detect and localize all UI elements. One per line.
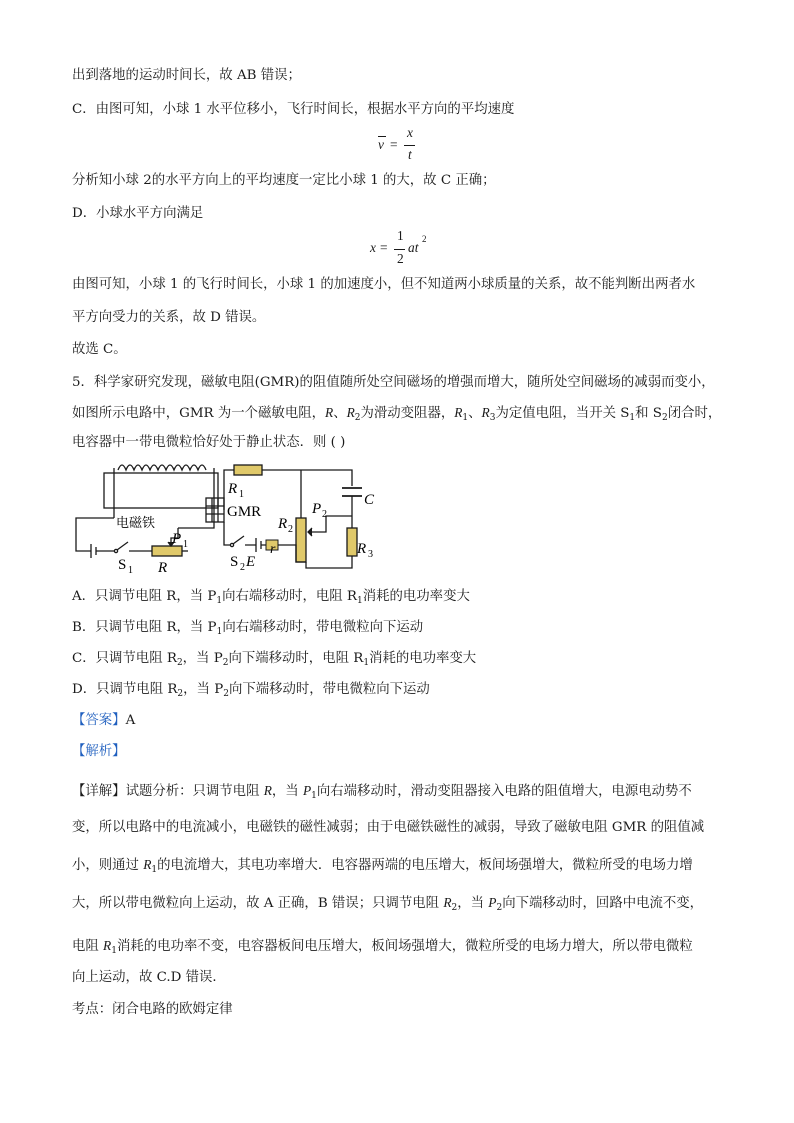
formula-x: x <box>370 240 376 255</box>
label-r3-sub: 3 <box>368 549 373 560</box>
wire-right <box>178 518 214 528</box>
text: 、 <box>333 406 347 421</box>
text: B．只调节电阻 R，当 P <box>72 620 217 635</box>
text: 向下端移动时，带电微粒向下运动 <box>228 682 430 697</box>
text: 、 <box>468 406 482 421</box>
text: 向下端移动时，回路中电流不变， <box>502 896 704 911</box>
detail-line <box>72 855 732 880</box>
detail-line <box>72 893 732 918</box>
text: 为定值电阻，当开关 S <box>495 406 630 421</box>
label-p1: P <box>172 531 182 547</box>
text: C．只调节电阻 R <box>72 651 177 666</box>
var: P <box>302 783 312 798</box>
text: 向右端移动时，带电微粒向下运动 <box>222 620 424 635</box>
text: 大，所以带电微粒向上运动，故 A 正确，B 错误；只调节电阻 <box>72 896 444 911</box>
label-c: C <box>364 492 375 508</box>
text: 向右端移动时，电阻 R <box>222 589 357 604</box>
formula-den: t <box>408 147 412 162</box>
text: D．只调节电阻 R <box>72 682 178 697</box>
slider-p2-arrow <box>308 528 312 536</box>
detail-line: 考点：闭合电路的欧姆定律 <box>72 1002 233 1017</box>
sub: 2 <box>354 413 361 423</box>
sub: 2 <box>223 689 229 699</box>
detail-line: 向上运动，故 C.D 错误． <box>72 970 226 985</box>
answer-line <box>72 711 732 731</box>
circuit-diagram <box>66 458 386 580</box>
coil-top <box>118 465 206 470</box>
label-s1: S <box>118 557 127 573</box>
label-r-internal: r <box>270 542 276 557</box>
question-5-line <box>72 403 732 428</box>
text: 为滑动变阻器， <box>360 406 455 421</box>
sub: 2 <box>451 903 458 913</box>
text: 向下端移动时，电阻 R <box>228 651 364 666</box>
slider-p2 <box>311 516 352 532</box>
var-R3: R <box>481 405 490 420</box>
text: 闭合时， <box>667 406 722 421</box>
sub: 1 <box>216 627 223 637</box>
text: ，当 P <box>182 651 223 666</box>
formula-num: 1 <box>397 228 404 243</box>
text-line: 由图可知，小球 1 的飞行时间长，小球 1 的加速度小，但不知道两小球质量的关系，故不能判断出两者水 <box>72 277 696 292</box>
text-line: 分析知小球 2的水平方向上的平均速度一定比小球 1 的大，故 C 正确； <box>72 173 496 188</box>
option-d <box>72 680 732 704</box>
sub: 2 <box>222 658 229 668</box>
label-r1-sub: 1 <box>239 489 244 500</box>
text: 的电流增大，其电功率增大．电容器两端的电压增大，板间场强增大，微粒所受的电场力增 <box>157 858 693 873</box>
overbar <box>378 136 386 137</box>
sub: 2 <box>496 903 503 913</box>
sub: 1 <box>357 596 363 606</box>
text-line: 出到落地的运动时间长，故 AB 错误； <box>72 68 301 83</box>
gmr-block <box>206 498 224 522</box>
formula-eq: = <box>390 137 398 152</box>
label-p1-sub: 1 <box>183 539 188 550</box>
coil-sides <box>114 468 214 518</box>
formula-at: at <box>408 240 419 255</box>
label-p2: P <box>312 501 322 517</box>
sub: 1 <box>311 791 317 801</box>
var-R1: R <box>454 405 463 420</box>
detail-line <box>72 936 732 961</box>
option-b <box>72 618 732 642</box>
formula-displacement <box>370 228 450 272</box>
wire-left <box>76 518 114 551</box>
sub: 1 <box>629 413 636 423</box>
formula-v: v <box>378 137 384 152</box>
label-e: E <box>246 554 256 570</box>
label-gmr: GMR <box>227 504 262 520</box>
sub: 2 <box>177 689 184 699</box>
label-p2-sub: 2 <box>322 509 327 520</box>
text: 向右端移动时，滑动变阻器接入电路的阻值增大，电源电动势不 <box>316 784 692 799</box>
sub: 3 <box>489 413 496 423</box>
question-5-line: 5．科学家研究发现，磁敏电阻(GMR)的阻值随所处空间磁场的增强而增大，随所处空间磁场的减弱而变小， <box>72 375 715 390</box>
electromagnet-core <box>104 473 218 508</box>
label-s1-sub: 1 <box>128 565 133 576</box>
var: R <box>443 895 452 910</box>
sub: 1 <box>111 946 117 956</box>
sub: 1 <box>216 596 223 606</box>
switch-s1-blade <box>117 542 128 550</box>
label-r1: R <box>228 481 238 497</box>
label-r: R <box>158 560 168 576</box>
text-line: D．小球水平方向满足 <box>72 206 204 221</box>
text: 消耗的电功率变大 <box>362 589 470 604</box>
resistor-r3 <box>347 528 357 556</box>
text: A．只调节电阻 R，当 P <box>72 589 217 604</box>
wire <box>306 556 352 568</box>
text: ，当 <box>457 896 489 911</box>
text-line: 故选 C。 <box>72 342 127 357</box>
label-r2: R <box>278 516 288 532</box>
answer-value: A <box>125 713 136 728</box>
var: R <box>263 783 272 798</box>
formula-den: 2 <box>397 251 404 266</box>
var-R: R <box>325 405 334 420</box>
text: 电阻 <box>72 939 104 954</box>
text-line: 平方向受力的关系，故 D 错误。 <box>72 310 266 325</box>
detail-line: 变，所以电路中的电流减小，电磁铁的磁性减弱；由于电磁铁磁性的减弱，导致了磁敏电阻 GMR 的阻值减 <box>72 820 705 835</box>
formula-average-velocity <box>378 126 428 166</box>
label-s2: S <box>230 554 239 570</box>
text: 试题分析：只调节电阻 <box>125 784 264 799</box>
detail-line <box>72 781 732 806</box>
rheostat-r2 <box>296 518 306 562</box>
sub: 2 <box>661 413 668 423</box>
option-a <box>72 587 732 611</box>
label-r3: R <box>357 541 367 557</box>
sub: 1 <box>462 413 469 423</box>
text: ，当 P <box>183 682 224 697</box>
sub: 1 <box>151 865 158 875</box>
question-5-line: 电容器中一带电微粒恰好处于静止状态．则 ( ) <box>72 435 346 450</box>
analysis-tag: 【解析】 <box>72 744 126 759</box>
var: R <box>103 938 112 953</box>
formula-eq: = <box>380 240 388 255</box>
label-s2-sub: 2 <box>240 562 245 573</box>
answer-tag: 【答案】 <box>72 713 126 728</box>
rheostat-r <box>152 546 182 556</box>
formula-exp: 2 <box>422 234 427 244</box>
switch-s2-blade <box>233 536 244 544</box>
text-line: C．由图可知，小球 1 水平位移小，飞行时间长，根据水平方向的平均速度 <box>72 102 515 117</box>
battery-left <box>86 544 114 558</box>
label-r2-sub: 2 <box>288 524 293 535</box>
text: 和 S <box>635 406 662 421</box>
var: R <box>143 857 152 872</box>
wire <box>262 470 352 486</box>
wire <box>224 522 231 545</box>
capacitor-c <box>342 488 362 496</box>
text: ，当 <box>271 784 303 799</box>
sub: 1 <box>363 658 370 668</box>
label-electromagnet: 电磁铁 <box>116 515 156 530</box>
sub: 2 <box>176 658 183 668</box>
var: P <box>488 895 497 910</box>
var-R2: R <box>346 405 355 420</box>
text: 如图所示电路中，GMR 为一个磁敏电阻， <box>72 406 325 421</box>
text: 消耗的电功率变大 <box>369 651 477 666</box>
detail-tag: 【详解】 <box>72 784 126 799</box>
fraction-bar <box>394 249 405 250</box>
resistor-r1 <box>234 465 262 475</box>
text: 小，则通过 <box>72 858 144 873</box>
gmr-grid <box>206 498 224 522</box>
text: 消耗的电功率不变，电容器板间电压增大，板间场强增大，微粒所受的电场力增大，所以带电微粒 <box>116 939 693 954</box>
formula-num: x <box>407 125 413 140</box>
option-c <box>72 649 732 673</box>
fraction-bar <box>404 145 415 146</box>
